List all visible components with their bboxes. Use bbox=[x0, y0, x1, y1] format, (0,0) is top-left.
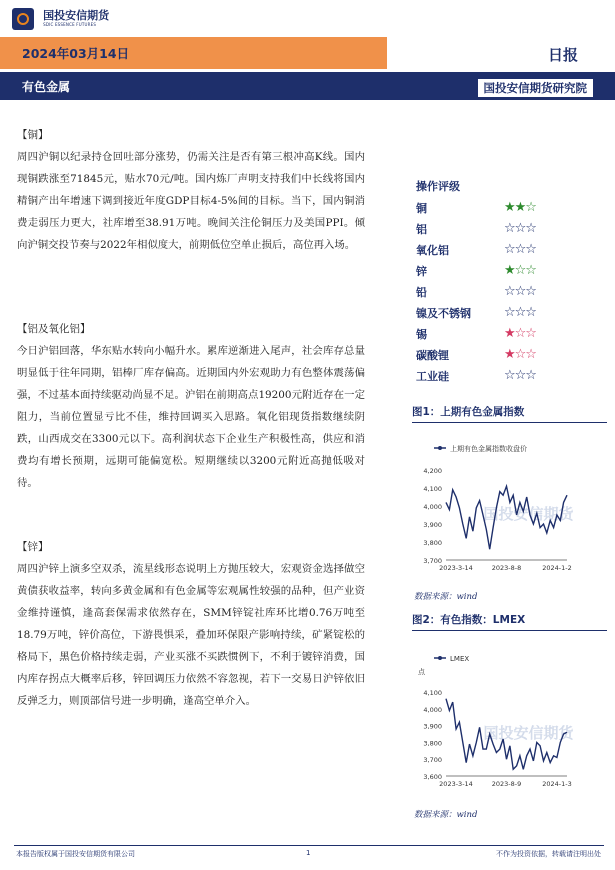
y-tick-label: 3,600 bbox=[423, 773, 442, 781]
copper-text: 周四沪铜以纪录持仓回吐部分涨势，仍需关注是否有第三根冲高K线。国内现铜跌涨至71845元，贴水70元/吨。国内炼厂声明支持我们中长线将国内精铜产出年增速下调到接近年度GDP目标4-5%间的目标。当下，国内铜消费走弱压力更大，社库增至38.91万吨。晚间关注伦铜压力及美国PPI。倾向沪铜交投节奏与2022年相似度大，前期低位空单止损后，高位再入场。 bbox=[17, 151, 365, 251]
watermark: 国投安信期货 bbox=[483, 505, 574, 523]
rating-stars-icon: ★☆☆ bbox=[504, 347, 536, 362]
logo-text-en: SDIC ESSENCE FUTURES bbox=[43, 22, 97, 27]
rating-metal-name: 镍及不锈钢 bbox=[416, 307, 471, 320]
rating-row bbox=[416, 200, 601, 221]
rating-metal-name: 工业硅 bbox=[416, 370, 449, 383]
footer-copyright: 本报告版权属于国投安信期货有限公司 bbox=[16, 850, 135, 858]
figure1-title: 图1：上期有色金属指数 bbox=[412, 404, 607, 423]
aluminum-section bbox=[17, 318, 365, 494]
y-tick-label: 3,700 bbox=[423, 557, 442, 565]
x-tick-label: 2023-8-8 bbox=[491, 564, 522, 572]
legend-label: LMEX bbox=[450, 655, 470, 663]
section-title: 有色金属 bbox=[22, 80, 71, 94]
rating-metal-name: 氧化铝 bbox=[416, 244, 449, 257]
rating-stars-icon: ★☆☆ bbox=[504, 326, 536, 341]
report-type: 日报 bbox=[548, 46, 579, 64]
rating-stars-icon: ☆☆☆ bbox=[504, 368, 536, 383]
page-number: 1 bbox=[306, 849, 311, 857]
figure2-source: 数据来源：wind bbox=[414, 810, 478, 820]
x-tick-label: 2023-3-14 bbox=[439, 780, 473, 788]
rating-stars-icon: ★★☆ bbox=[504, 200, 536, 215]
y-tick-label: 4,100 bbox=[423, 485, 442, 493]
rating-stars-icon: ☆☆☆ bbox=[504, 221, 536, 236]
y-tick-label: 4,000 bbox=[423, 503, 442, 511]
x-tick-label: 2024-1-2 bbox=[542, 564, 572, 572]
zinc-text: 周四沪锌上演多空双杀，流星线形态说明上方抛压较大，宏观资金选择做空黄债获收益率，转向多黄金属和有色金属等宏观属性较强的品种，但产业资金维持谨慎，逢高套保需求依然存在，SMM锌锭社库环比增0.76万吨至18.79万吨，锌价高位，下游畏惧采，叠加环保限产影响持续，矿紧锭松的格局下，黑色价格持续走弱，产业买涨不买跌惯例下，不利于镀锌消费，国内库存拐点大概率后移，锌回调压力依然不容忽视，若下一交易日沪锌依旧反弹乏力，则顶部信号进一步明确，逢高空单介入。 bbox=[17, 563, 365, 707]
rating-row bbox=[416, 305, 601, 326]
rating-row bbox=[416, 221, 601, 242]
rating-metal-name: 铝 bbox=[416, 223, 427, 236]
rating-stars-icon: ☆☆☆ bbox=[504, 242, 536, 257]
rating-panel bbox=[416, 178, 601, 389]
rating-metal-name: 碳酸锂 bbox=[416, 349, 449, 362]
legend-label: 上期有色金属指数收盘价 bbox=[450, 445, 527, 453]
rating-row bbox=[416, 347, 601, 368]
logo-text-cn: 国投安信期货 bbox=[43, 9, 110, 22]
institute-name: 国投安信期货研究院 bbox=[478, 79, 594, 97]
rating-metal-name: 锌 bbox=[416, 265, 427, 278]
y-tick-label: 3,900 bbox=[423, 722, 442, 731]
copper-heading: 【铜】 bbox=[17, 129, 49, 141]
y-tick-label: 4,100 bbox=[423, 689, 442, 697]
zinc-heading: 【锌】 bbox=[17, 541, 49, 553]
rating-row bbox=[416, 263, 601, 284]
legend-marker-icon bbox=[438, 446, 442, 450]
y-tick-label: 4,200 bbox=[423, 467, 442, 475]
copper-section bbox=[17, 124, 365, 256]
y-tick-label: 3,700 bbox=[423, 756, 442, 765]
rating-row bbox=[416, 326, 601, 347]
rating-stars-icon: ☆☆☆ bbox=[504, 305, 536, 320]
rating-metal-name: 铜 bbox=[416, 202, 427, 215]
rating-metal-name: 锡 bbox=[416, 328, 427, 341]
figure2-chart bbox=[412, 636, 607, 796]
figure1-chart bbox=[412, 430, 607, 580]
report-date: 2024年03月14日 bbox=[22, 46, 130, 61]
zinc-section bbox=[17, 536, 365, 712]
figure2-title: 图2：有色指数：LMEX bbox=[412, 612, 607, 631]
footer-divider bbox=[14, 845, 604, 846]
axis-unit-label: 点 bbox=[418, 668, 425, 676]
footer-disclaimer: 不作为投资依据，转载请注明出处 bbox=[496, 850, 601, 858]
x-tick-label: 2023-8-9 bbox=[491, 780, 522, 788]
rating-row bbox=[416, 284, 601, 305]
aluminum-heading: 【铝及氧化铝】 bbox=[17, 323, 91, 335]
rating-title: 操作评级 bbox=[416, 180, 460, 193]
y-tick-label: 3,900 bbox=[423, 521, 442, 529]
logo-icon bbox=[12, 8, 34, 30]
y-tick-label: 3,800 bbox=[423, 739, 442, 748]
x-tick-label: 2024-1-3 bbox=[542, 780, 572, 788]
logo bbox=[12, 8, 122, 34]
rating-metal-name: 铅 bbox=[416, 286, 427, 299]
rating-stars-icon: ★☆☆ bbox=[504, 263, 536, 278]
rating-row bbox=[416, 368, 601, 389]
rating-row bbox=[416, 242, 601, 263]
figure1-source: 数据来源：wind bbox=[414, 592, 478, 602]
rating-stars-icon: ☆☆☆ bbox=[504, 284, 536, 299]
aluminum-text: 今日沪铝回落，华东贴水转向小幅升水。累库逆渐进入尾声，社会库存总量明显低于往年同期，铝棒厂库存偏高。近期国内外宏观助力有色整体震荡偏强，不过基本面持续驱动尚显不足。沪铝在前期高点19200元附近存在一定阻力，当前位置显亏比不佳，维持回调买入思路。氧化铝现货指数继续阴跌，山西成交在3300元以下。高利润状态下企业生产积极性高，供应和消费均有增长预期，远期可能偏宽松。短期继续以3200元附近高抛低吸对待。 bbox=[17, 345, 365, 489]
y-tick-label: 4,000 bbox=[423, 705, 442, 714]
y-tick-label: 3,800 bbox=[423, 539, 442, 547]
watermark: 国投安信期货 bbox=[483, 724, 574, 742]
x-tick-label: 2023-3-14 bbox=[439, 564, 473, 572]
legend-marker-icon bbox=[438, 656, 442, 660]
